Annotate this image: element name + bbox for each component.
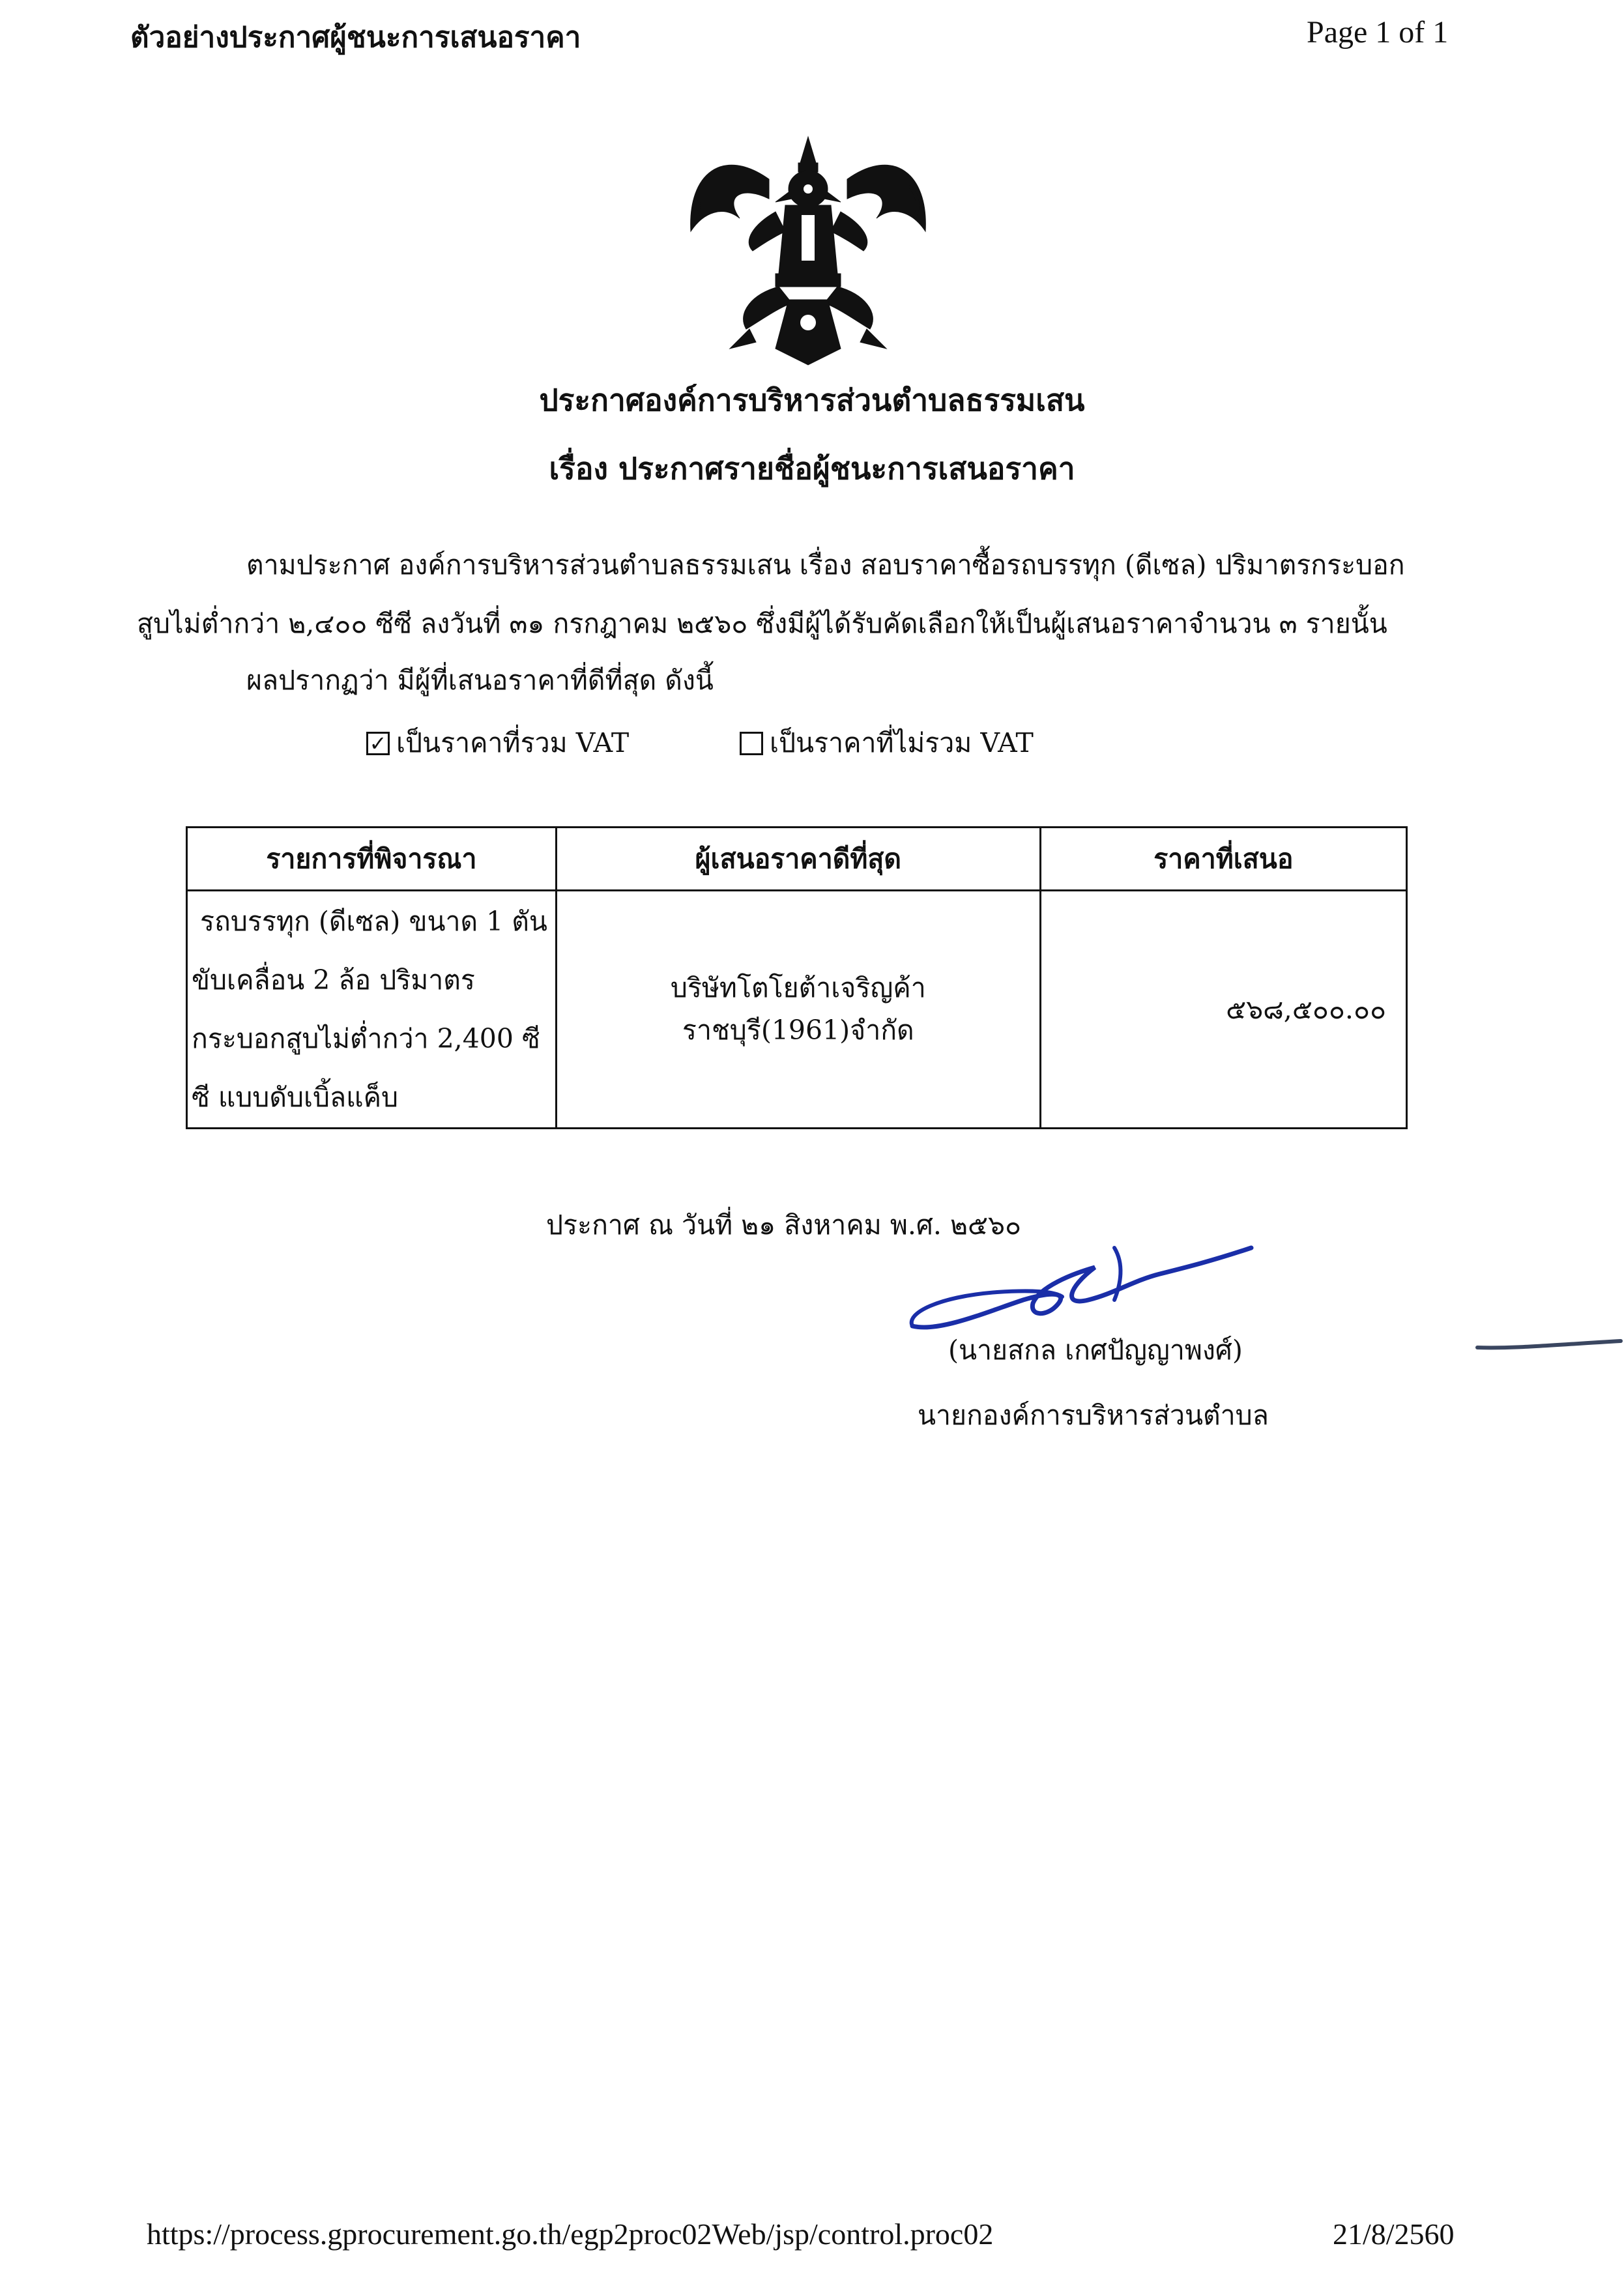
item-description-line: ขับเคลื่อน 2 ล้อ ปริมาตร (192, 964, 475, 996)
body-text-line: ผลปรากฏว่า มีผู้ที่เสนอราคาที่ดีที่สุด ดังนี้ (246, 665, 714, 696)
item-description-cell (187, 891, 557, 1129)
signatory-title: นายกองค์การบริหารส่วนตำบล (918, 1400, 1269, 1431)
source-url: https://process.gprocurement.go.th/egp2proc02Web/jsp/control.proc02 (147, 2217, 994, 2251)
print-date: 21/8/2560 (1333, 2217, 1455, 2251)
item-description-line: ซี แบบดับเบิ้ลแค็บ (192, 1082, 399, 1113)
body-text-line: ตามประกาศ องค์การบริหารส่วนตำบลธรรมเสน เรื่อง สอบราคาซื้อรถบรรทุก (ดีเซล) ปริมาตรกระบอก (246, 549, 1405, 581)
checkbox-unchecked-icon[interactable] (740, 732, 763, 755)
table-header-row (187, 828, 1407, 891)
announcement-subject: เรื่อง ประกาศรายชื่อผู้ชนะการเสนอราคา (549, 451, 1075, 486)
vat-excluded-label: เป็นราคาที่ไม่รวม VAT (770, 727, 1034, 758)
item-description-line: กระบอกสูบไม่ต่ำกว่า 2,400 ซี (192, 1023, 540, 1054)
item-description-line: รถบรรทุก (ดีเซล) ขนาด 1 ตัน (192, 906, 547, 937)
column-header-bidder: ผู้เสนอราคาดีที่สุด (556, 828, 1040, 891)
table-row (187, 891, 1407, 1129)
body-text-line: สูบไม่ต่ำกว่า ๒,๔๐๐ ซีซี ลงวันที่ ๓๑ กรกฎาคม ๒๕๖๐ ซึ่งมีผู้ได้รับคัดเลือกให้เป็นผู้เสนอราคาจำนวน ๓ รายนั้น (137, 608, 1387, 639)
garuda-emblem-icon (678, 134, 938, 368)
signatory-name: (นายสกล เกศปัญญาพงศ์) (948, 1334, 1243, 1366)
winner-table (186, 826, 1408, 1129)
document-type-label: ตัวอย่างประกาศผู้ชนะการเสนอราคา (130, 21, 581, 54)
checkbox-checked-icon[interactable]: ✓ (366, 732, 390, 755)
offered-price-cell: ๕๖๘,๕๐๐.๐๐ (1040, 891, 1406, 1129)
vat-included-label: เป็นราคาที่รวม VAT (396, 727, 630, 758)
page-indicator: Page 1 of 1 (1307, 15, 1449, 50)
scan-mark (1474, 1336, 1624, 1355)
vat-included-option[interactable] (366, 722, 629, 764)
announcement-title: ประกาศองค์การบริหารส่วนตำบลธรรมเสน (539, 382, 1085, 418)
column-header-price: ราคาที่เสนอ (1040, 828, 1406, 891)
vat-excluded-option[interactable] (740, 722, 1034, 764)
column-header-item: รายการที่พิจารณา (187, 828, 557, 891)
announcement-date: ประกาศ ณ วันที่ ๒๑ สิงหาคม พ.ศ. ๒๕๖๐ (546, 1209, 1022, 1241)
winning-bidder-cell: บริษัทโตโยต้าเจริญค้าราชบุรี(1961)จำกัด (556, 891, 1040, 1129)
